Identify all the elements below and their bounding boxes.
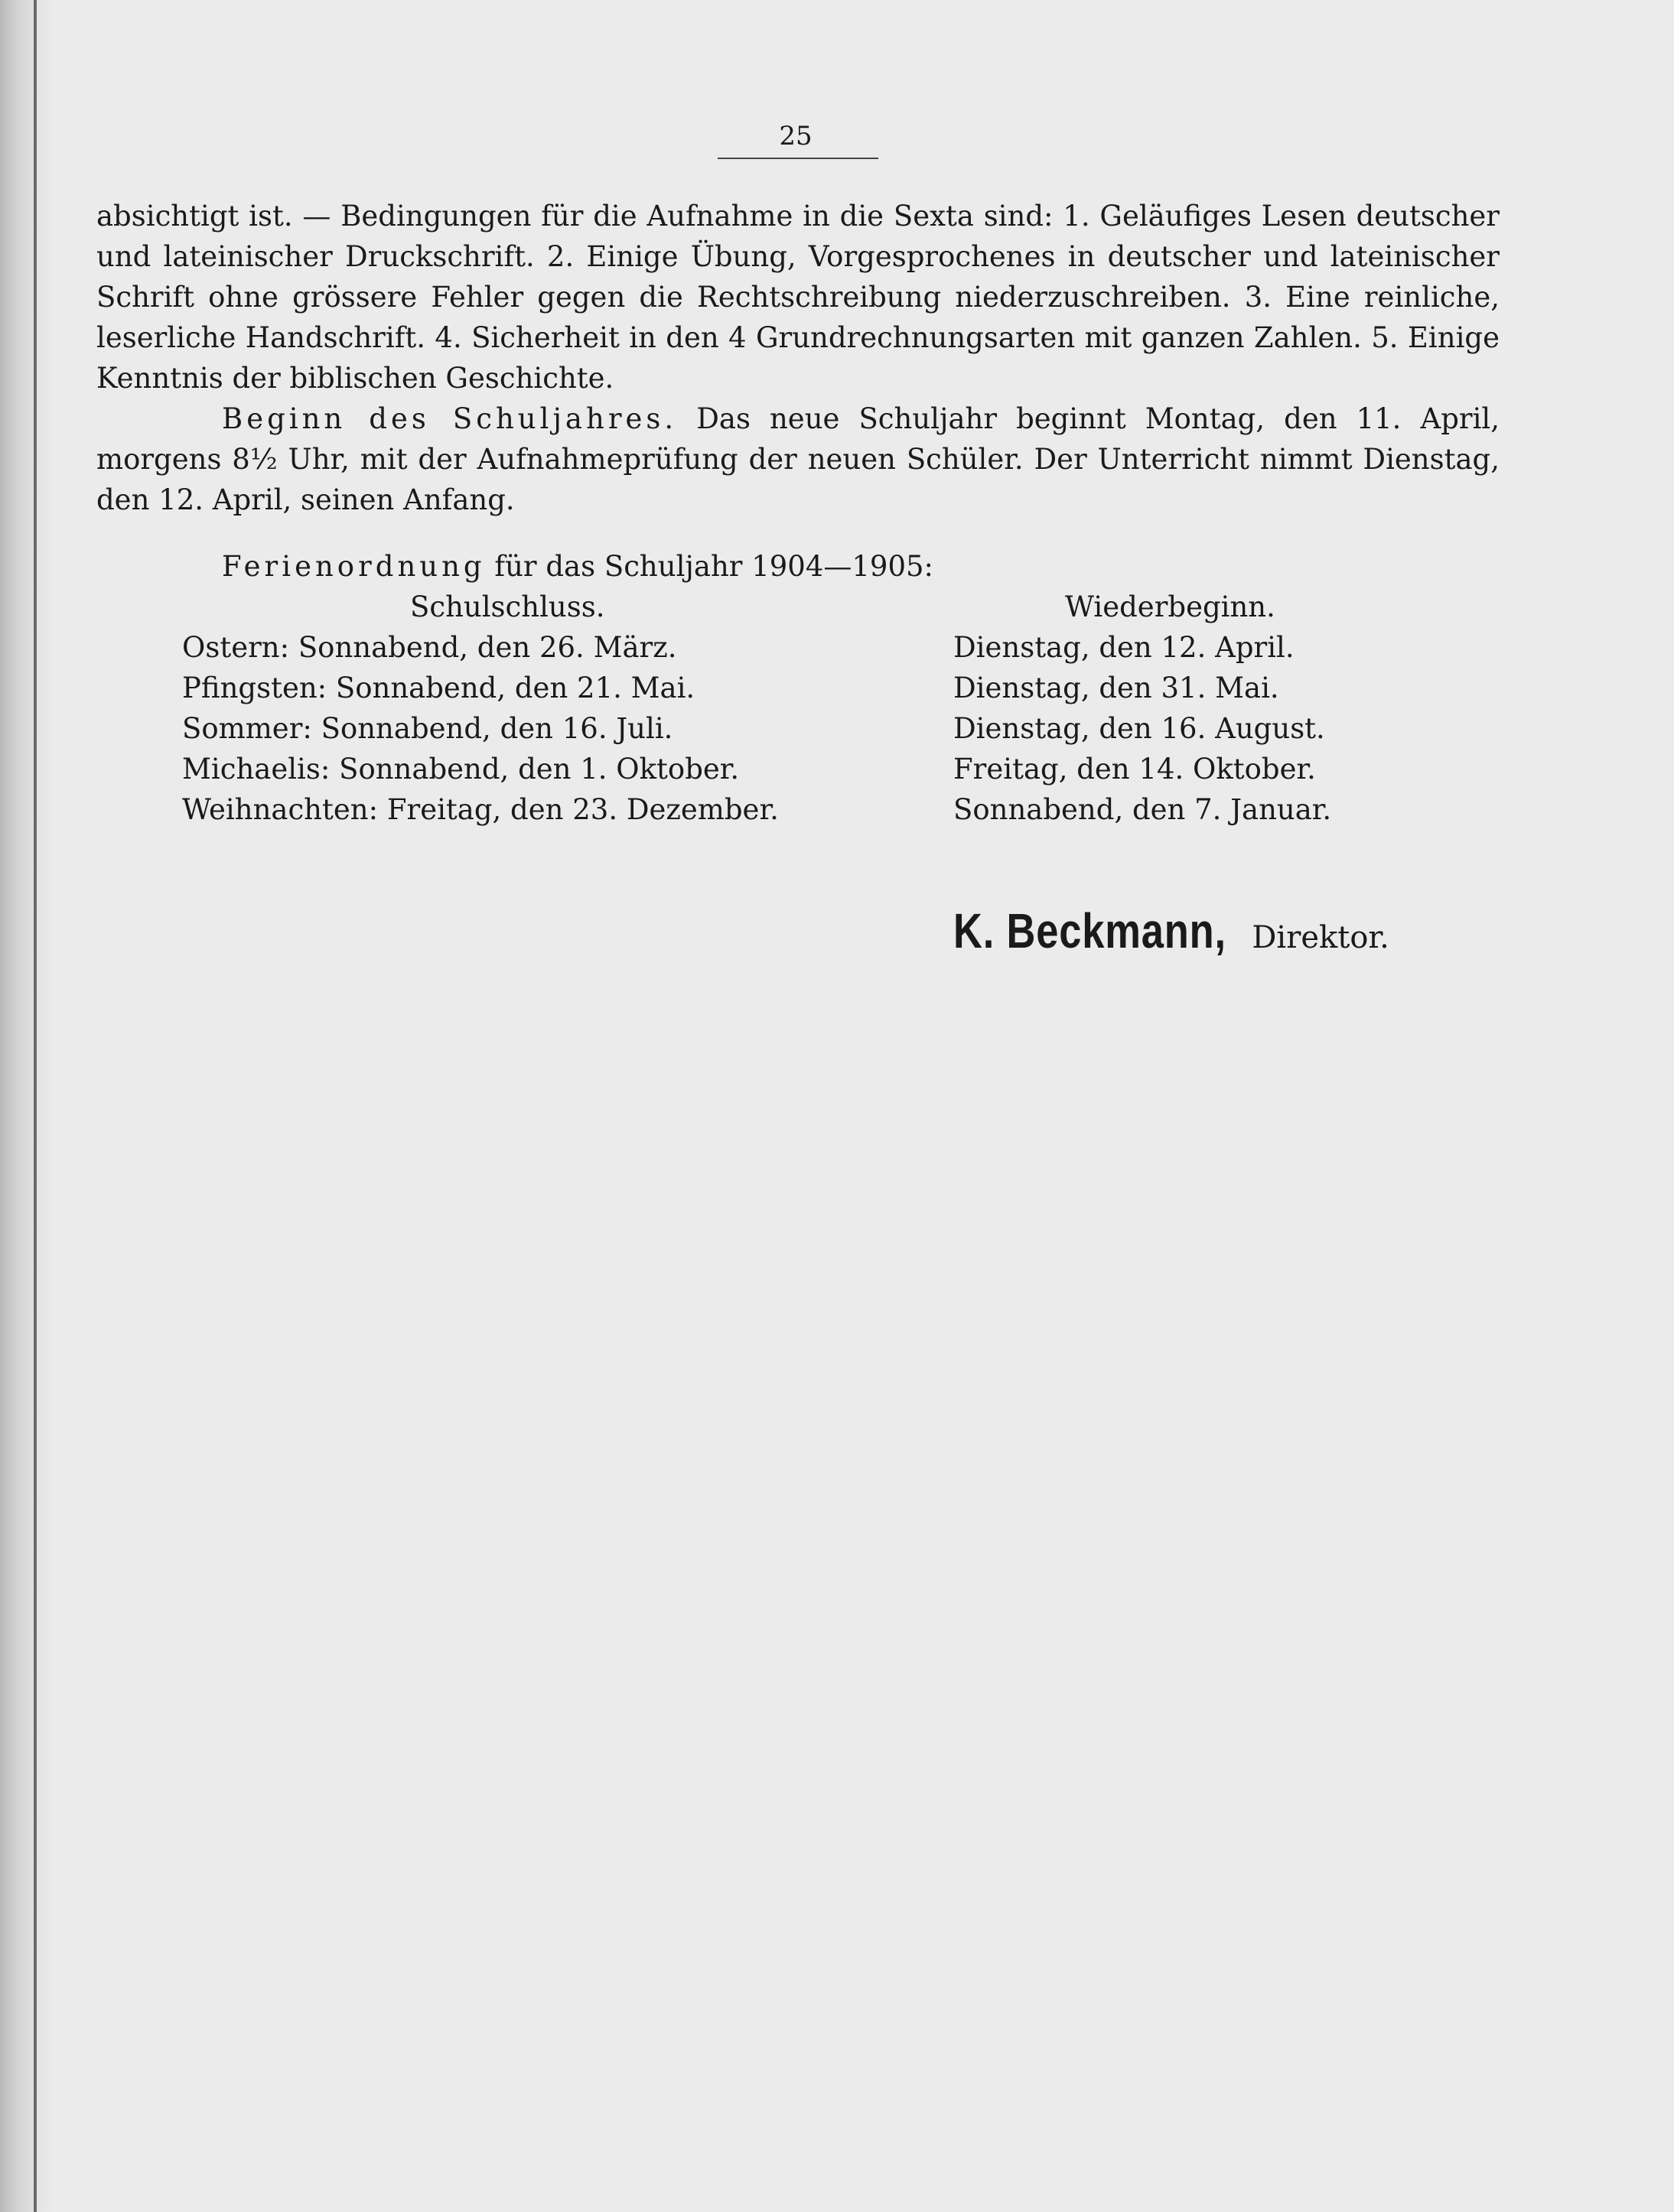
paragraph-beginn [96, 398, 1500, 520]
schedule-row-right: Freitag, den 14. Oktober. [953, 753, 1316, 786]
page-number-rule [718, 158, 878, 159]
schulschluss-header: Schulschluss. [410, 590, 605, 623]
schedule-row-right: Sonnabend, den 7. Januar. [953, 793, 1332, 826]
page-number: 25 [779, 121, 813, 151]
schedule-row-left: Weihnachten: Freitag, den 23. Dezember. [182, 793, 779, 826]
binding-shadow [0, 0, 54, 2212]
signature-title: Direktor. [1252, 920, 1389, 955]
body-text [96, 196, 1500, 520]
beginn-text: Das neue Schuljahr beginnt Montag, den 11. April, morgens 8½ Uhr, mit der Aufnahmeprüfung der neuen Schüler. Der Unterricht nimmt Dienstag, den 12. April, seinen Anfang. [96, 402, 1500, 516]
ferien-heading-spaced: Ferienordnung [222, 550, 486, 583]
wiederbeginn-column [953, 627, 1331, 830]
schedule-row-right: Dienstag, den 16. August. [953, 712, 1325, 745]
binding-edge-line [34, 0, 37, 2212]
ferien-heading-rest: für das Schuljahr 1904—1905: [494, 550, 934, 583]
ferien-heading [222, 546, 933, 587]
wiederbeginn-header: Wiederbeginn. [1065, 590, 1275, 623]
signature [953, 903, 1389, 959]
beginn-heading: Beginn des Schuljahres. [222, 402, 678, 435]
schedule-row-left: Sommer: Sonnabend, den 16. Juli. [182, 712, 673, 745]
schedule-row-right: Dienstag, den 12. April. [953, 631, 1295, 664]
schedule-row-right: Dienstag, den 31. Mai. [953, 672, 1279, 704]
schedule-row-left: Pfingsten: Sonnabend, den 21. Mai. [182, 672, 695, 704]
schedule-row-left: Ostern: Sonnabend, den 26. März. [182, 631, 677, 664]
schedule-row-left: Michaelis: Sonnabend, den 1. Oktober. [182, 753, 740, 786]
paragraph-aufnahme: absichtigt ist. — Bedingungen für die Aufnahme in die Sexta sind: 1. Geläufiges Lesen deutscher und lateinischer Druckschrift. 2. Einige Übung, Vorgesprochenes in deutscher und lateinischer Schrift ohne grössere Fehler gegen die Rechtschreibung niederzuschreiben. 3. Eine reinliche, leserliche Handschrift. 4. Sicherheit in den 4 Grundrechnungsarten mit ganzen Zahlen. 5. Einige Kenntnis der biblischen Geschichte. [96, 200, 1500, 395]
signature-name: K. Beckmann, [953, 903, 1226, 958]
schulschluss-column [182, 627, 779, 830]
